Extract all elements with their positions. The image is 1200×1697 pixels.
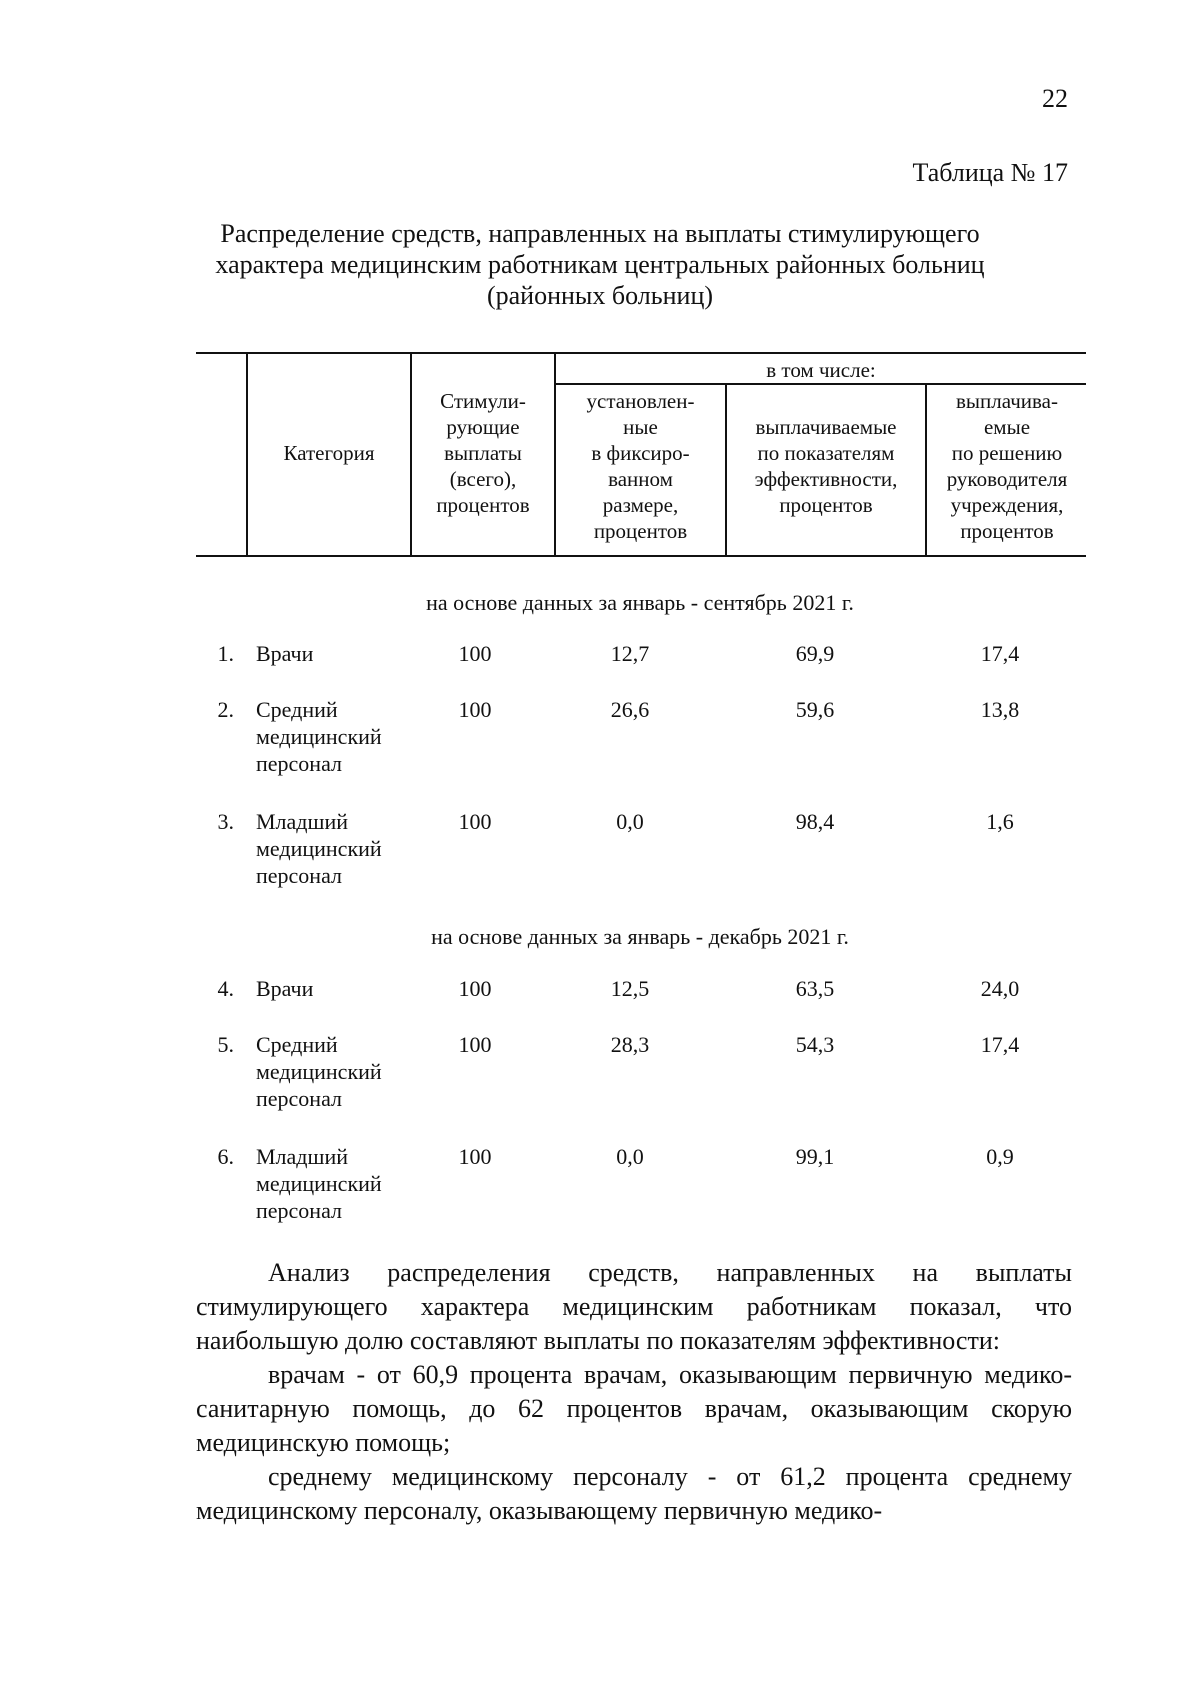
- title-line: Распределение средств, направленных на выплаты стимулирующего: [220, 219, 980, 248]
- row-fixed: 12,5: [610, 976, 650, 1001]
- header-top-rule: [196, 352, 1086, 354]
- row-efficiency: 98,4: [795, 809, 835, 834]
- row-efficiency: 69,9: [795, 641, 835, 666]
- table-title: [180, 218, 1020, 311]
- header-category: Категория: [283, 441, 375, 465]
- header-fixed: установлен- ные в фиксиро- ванном размере, процентов: [586, 389, 695, 543]
- header-bottom-rule: [196, 555, 1086, 557]
- row-category: Средний медицинский персонал: [256, 697, 382, 776]
- section-title: на основе данных за январь - сентябрь 2021 г.: [426, 590, 854, 615]
- row-number: 5.: [217, 1032, 234, 1057]
- row-head-decision: 1,6: [986, 809, 1014, 834]
- row-head-decision: 13,8: [980, 697, 1020, 722]
- table-label: Таблица № 17: [912, 158, 1068, 187]
- row-fixed: 28,3: [610, 1032, 650, 1057]
- row-fixed: 0,0: [616, 1144, 644, 1169]
- row-efficiency: 99,1: [795, 1144, 835, 1169]
- row-efficiency: 54,3: [795, 1032, 835, 1057]
- row-number: 1.: [217, 641, 234, 666]
- row-category: Врачи: [256, 976, 314, 1001]
- paragraph: Анализ распределения средств, направленных на выплаты стимулирующего характера медицинским работникам показал, что наибольшую долю составляют выплаты по показателям эффективности:: [196, 1258, 1072, 1355]
- header-total: Стимули- рующие выплаты (всего), процентов: [436, 389, 530, 517]
- row-total: 100: [458, 1032, 492, 1057]
- paragraph: врачам - от 60,9 процента врачам, оказывающим первичную медико-санитарную помощь, до 62 процентов врачам, оказывающим скорую медицинскую помощь;: [196, 1360, 1072, 1457]
- row-total: 100: [458, 641, 492, 666]
- title-line: (районных больниц): [486, 281, 714, 310]
- row-total: 100: [458, 1144, 492, 1169]
- row-number: 6.: [217, 1144, 234, 1169]
- row-head-decision: 0,9: [986, 1144, 1014, 1169]
- row-total: 100: [458, 697, 492, 722]
- header-including: в том числе:: [766, 358, 876, 382]
- title-line: характера медицинским работникам центральных районных больниц: [215, 250, 985, 279]
- row-number: 2.: [217, 697, 234, 722]
- row-category: Младший медицинский персонал: [256, 809, 382, 888]
- header-efficiency: выплачиваемые по показателям эффективности, процентов: [754, 415, 898, 517]
- row-head-decision: 17,4: [980, 641, 1020, 666]
- row-head-decision: 17,4: [980, 1032, 1020, 1057]
- row-fixed: 12,7: [610, 641, 650, 666]
- row-category: Средний медицинский персонал: [256, 1032, 382, 1111]
- row-category: Младший медицинский персонал: [256, 1144, 382, 1223]
- section-title: на основе данных за январь - декабрь 2021 г.: [431, 924, 849, 949]
- subheader-rule: [555, 383, 1086, 385]
- row-total: 100: [458, 976, 492, 1001]
- row-head-decision: 24,0: [980, 976, 1020, 1001]
- row-number: 4.: [217, 976, 234, 1001]
- row-fixed: 26,6: [610, 697, 650, 722]
- paragraph: среднему медицинскому персоналу - от 61,2 процента среднему медицинскому персоналу, оказывающему первичную медико-: [196, 1462, 1072, 1525]
- header-head-decision: выплачива- емые по решению руководителя учреждения, процентов: [946, 389, 1068, 543]
- body-text: [196, 1256, 1072, 1528]
- row-efficiency: 63,5: [795, 976, 835, 1001]
- row-efficiency: 59,6: [795, 697, 835, 722]
- page-number: 22: [1042, 84, 1068, 113]
- row-number: 3.: [217, 809, 234, 834]
- row-fixed: 0,0: [616, 809, 644, 834]
- row-category: Врачи: [256, 641, 314, 666]
- row-total: 100: [458, 809, 492, 834]
